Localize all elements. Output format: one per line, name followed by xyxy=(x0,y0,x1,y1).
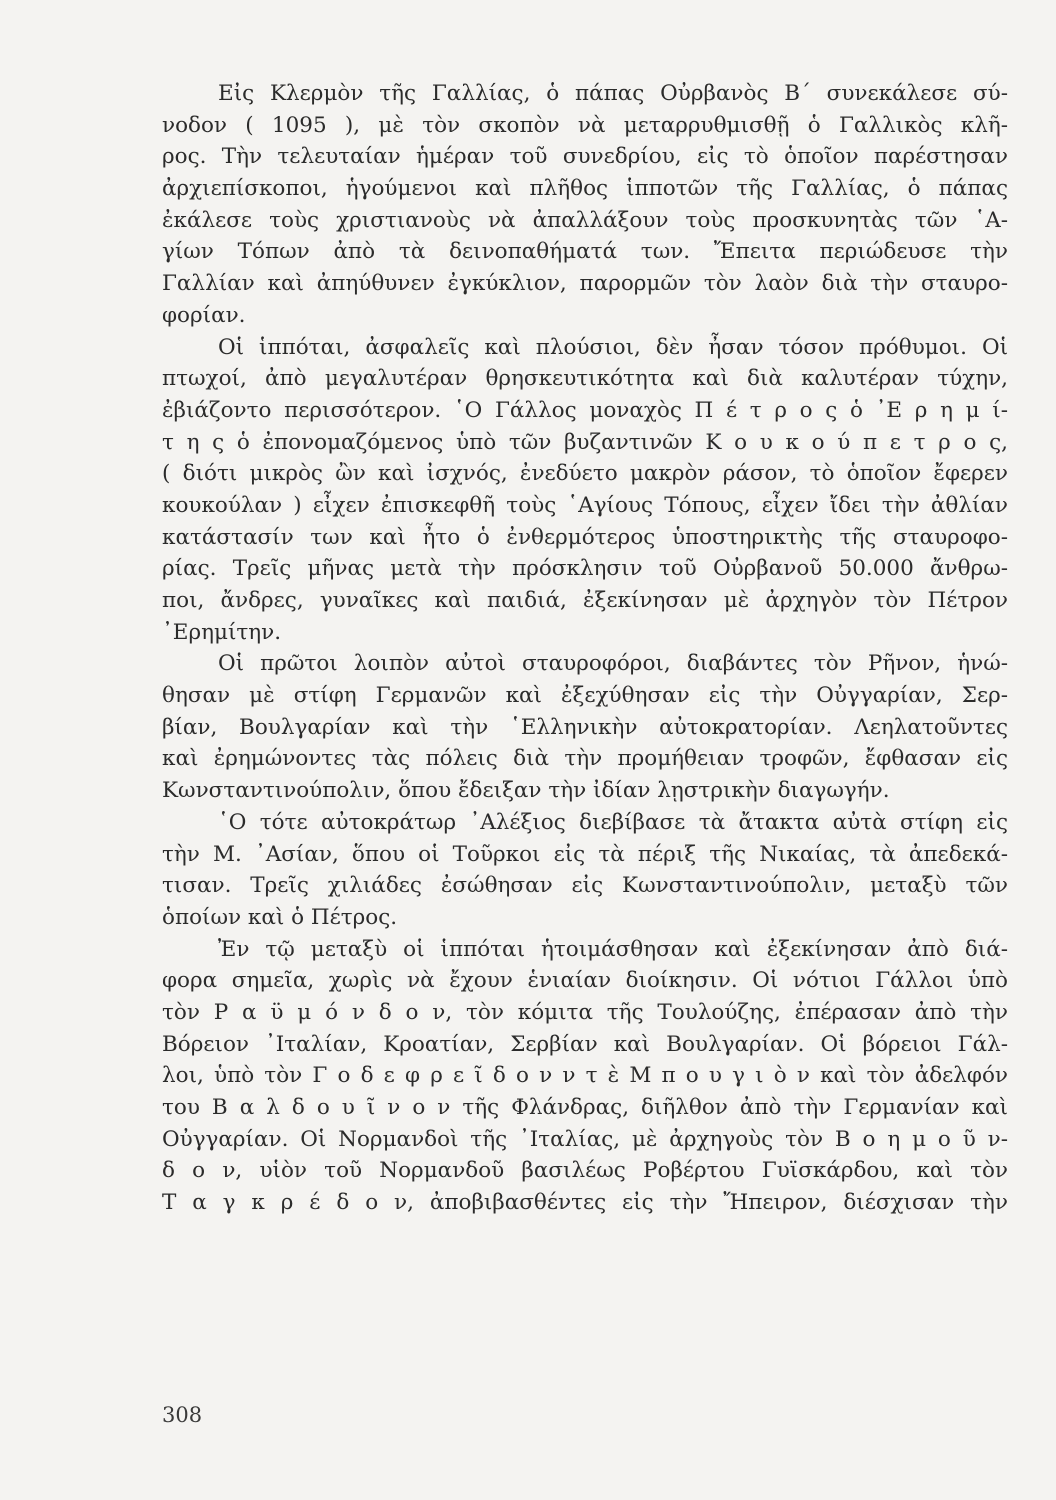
text-line: ποι, ἄνδρες, γυναῖκες καὶ παιδιά, ἐξεκίνησαν μὲ ἀρχηγὸν τὸν Πέτρον xyxy=(162,588,1008,613)
text-line: φορίαν. xyxy=(162,302,246,328)
text-line: ὁποίων καὶ ὁ Πέτρος. xyxy=(162,904,398,930)
text-line: ῾Ο τότε αὐτοκράτωρ ᾽Αλέξιος διεβίβασε τὰ ἄτακτα αὐτὰ στίφη εἰς xyxy=(218,809,1008,835)
text-line: θησαν μὲ στίφη Γερμανῶν καὶ ἐξεχύθησαν εἰς τὴν Οὐγγαρίαν, Σερ- xyxy=(162,683,1008,709)
text-line: Οἱ ἱππόται, ἀσφαλεῖς καὶ πλούσιοι, δὲν ἦσαν τόσον πρόθυμοι. Οἱ xyxy=(218,334,1008,360)
text-line: Οὐγγαρίαν. Οἱ Νορμανδοὶ τῆς ᾽Ιταλίας, μὲ ἀρχηγοὺς τὸν Β ο η μ ο ῦ ν- xyxy=(162,1126,1008,1152)
text-line: καὶ ἐρημώνοντες τὰς πόλεις διὰ τὴν προμήθειαν τροφῶν, ἔφθασαν εἰς xyxy=(162,746,1008,772)
text-line: Βόρειον ᾽Ιταλίαν, Κροατίαν, Σερβίαν καὶ Βουλγαρίαν. Οἱ βόρειοι Γάλ- xyxy=(162,1031,1008,1057)
page-number: 308 xyxy=(162,1403,203,1427)
text-line: ( διότι μικρὸς ὢν καὶ ἰσχνός, ἐνεδύετο μακρὸν ράσον, τὸ ὁποῖον ἔφερεν xyxy=(162,461,1008,487)
text-line: ἀρχιεπίσκοποι, ἡγούμενοι καὶ πλῆθος ἱπποτῶν τῆς Γαλλίας, ὁ πάπας xyxy=(162,176,1008,202)
text-line: ἐβιάζοντο περισσότερον. ῾Ο Γάλλος μοναχὸς Π έ τ ρ ο ς ὁ ᾽Ε ρ η μ ί- xyxy=(162,397,1008,423)
text-line: τ η ς ὁ ἐπονομαζόμενος ὑπὸ τῶν βυζαντινῶν Κ ο υ κ ο ύ π ε τ ρ ο ς, xyxy=(162,429,1008,455)
text-line: νοδον ( 1095 ), μὲ τὸν σκοπὸν νὰ μεταρρυθμισθῇ ὁ Γαλλικὸς κλῆ- xyxy=(162,112,1008,138)
text-line: Οἱ πρῶτοι λοιπὸν αὐτοὶ σταυροφόροι, διαβάντες τὸν Ρῆνον, ἡνώ- xyxy=(218,651,1008,677)
text-line: Κωνσταντινούπολιν, ὅπου ἔδειξαν τὴν ἰδίαν λῃστρικὴν διαγωγήν. xyxy=(162,778,890,804)
text-line: Εἰς Κλερμὸν τῆς Γαλλίας, ὁ πάπας Οὐρβανὸς Β΄ συνεκάλεσε σύ- xyxy=(218,81,1008,106)
text-line: Γαλλίαν καὶ ἀπηύθυνεν ἐγκύκλιον, παρορμῶν τὸν λαὸν διὰ τὴν σταυρο- xyxy=(162,271,1008,297)
text-line: Τ α γ κ ρ έ δ ο ν, ἀποβιβασθέντες εἰς τὴν Ἤπειρον, διέσχισαν τὴν xyxy=(162,1190,1008,1216)
body-text xyxy=(162,78,1008,1219)
text-line: ρος. Τὴν τελευταίαν ἡμέραν τοῦ συνεδρίου, εἰς τὸ ὁποῖον παρέστησαν xyxy=(162,144,1008,170)
text-line: φορα σημεῖα, χωρὶς νὰ ἔχουν ἑνιαίαν διοίκησιν. Οἱ νότιοι Γάλλοι ὑπὸ xyxy=(162,968,1008,994)
text-line: λοι, ὑπὸ τὸν Γ ο δ ε φ ρ ε ῖ δ ο ν ν τ ὲ Μ π ο υ γ ι ὸ ν καὶ τὸν ἀδελφόν xyxy=(162,1063,1008,1089)
text-line: γίων Τόπων ἀπὸ τὰ δεινοπαθήματά των. Ἔπειτα περιώδευσε τὴν xyxy=(162,239,1008,265)
text-line: τισαν. Τρεῖς χιλιάδες ἐσώθησαν εἰς Κωνσταντινούπολιν, μεταξὺ τῶν xyxy=(162,873,1008,899)
text-line: ᾽Ερημίτην. xyxy=(162,619,282,645)
text-line: δ ο ν, υἱὸν τοῦ Νορμανδοῦ βασιλέως Ροβέρτου Γυϊσκάρδου, καὶ τὸν xyxy=(162,1158,1008,1184)
text-line: ἐκάλεσε τοὺς χριστιανοὺς νὰ ἀπαλλάξουν τοὺς προσκυνητὰς τῶν ῾Α- xyxy=(162,207,1008,233)
text-line: του Β α λ δ ο υ ῖ ν ο ν τῆς Φλάνδρας, διῆλθον ἀπὸ τὴν Γερμανίαν καὶ xyxy=(162,1095,1008,1120)
text-line: ρίας. Τρεῖς μῆνας μετὰ τὴν πρόσκλησιν τοῦ Οὐρβανοῦ 50.000 ἄνθρω- xyxy=(162,556,1008,582)
text-line: βίαν, Βουλγαρίαν καὶ τὴν ῾Ελληνικὴν αὐτοκρατορίαν. Λεηλατοῦντες xyxy=(162,714,1008,740)
text-line: τὸν Ρ α ϋ μ ό ν δ ο ν, τὸν κόμιτα τῆς Τουλούζης, ἐπέρασαν ἀπὸ τὴν xyxy=(162,999,1008,1025)
text-line: τὴν Μ. ᾽Ασίαν, ὅπου οἱ Τοῦρκοι εἰς τὰ πέριξ τῆς Νικαίας, τὰ ἀπεδεκά- xyxy=(162,841,1008,867)
text-line: πτωχοί, ἀπὸ μεγαλυτέραν θρησκευτικότητα καὶ διὰ καλυτέραν τύχην, xyxy=(162,366,1008,392)
text-line: κατάστασίν των καὶ ἦτο ὁ ἐνθερμότερος ὑποστηρικτὴς τῆς σταυροφο- xyxy=(162,524,1008,550)
text-line: κουκούλαν ) εἶχεν ἐπισκεφθῆ τοὺς ῾Αγίους Τόπους, εἶχεν ἴδει τὴν ἀθλίαν xyxy=(162,492,1008,518)
text-line: Ἐν τῷ μεταξὺ οἱ ἱππόται ἡτοιμάσθησαν καὶ ἐξεκίνησαν ἀπὸ διά- xyxy=(218,936,1008,962)
